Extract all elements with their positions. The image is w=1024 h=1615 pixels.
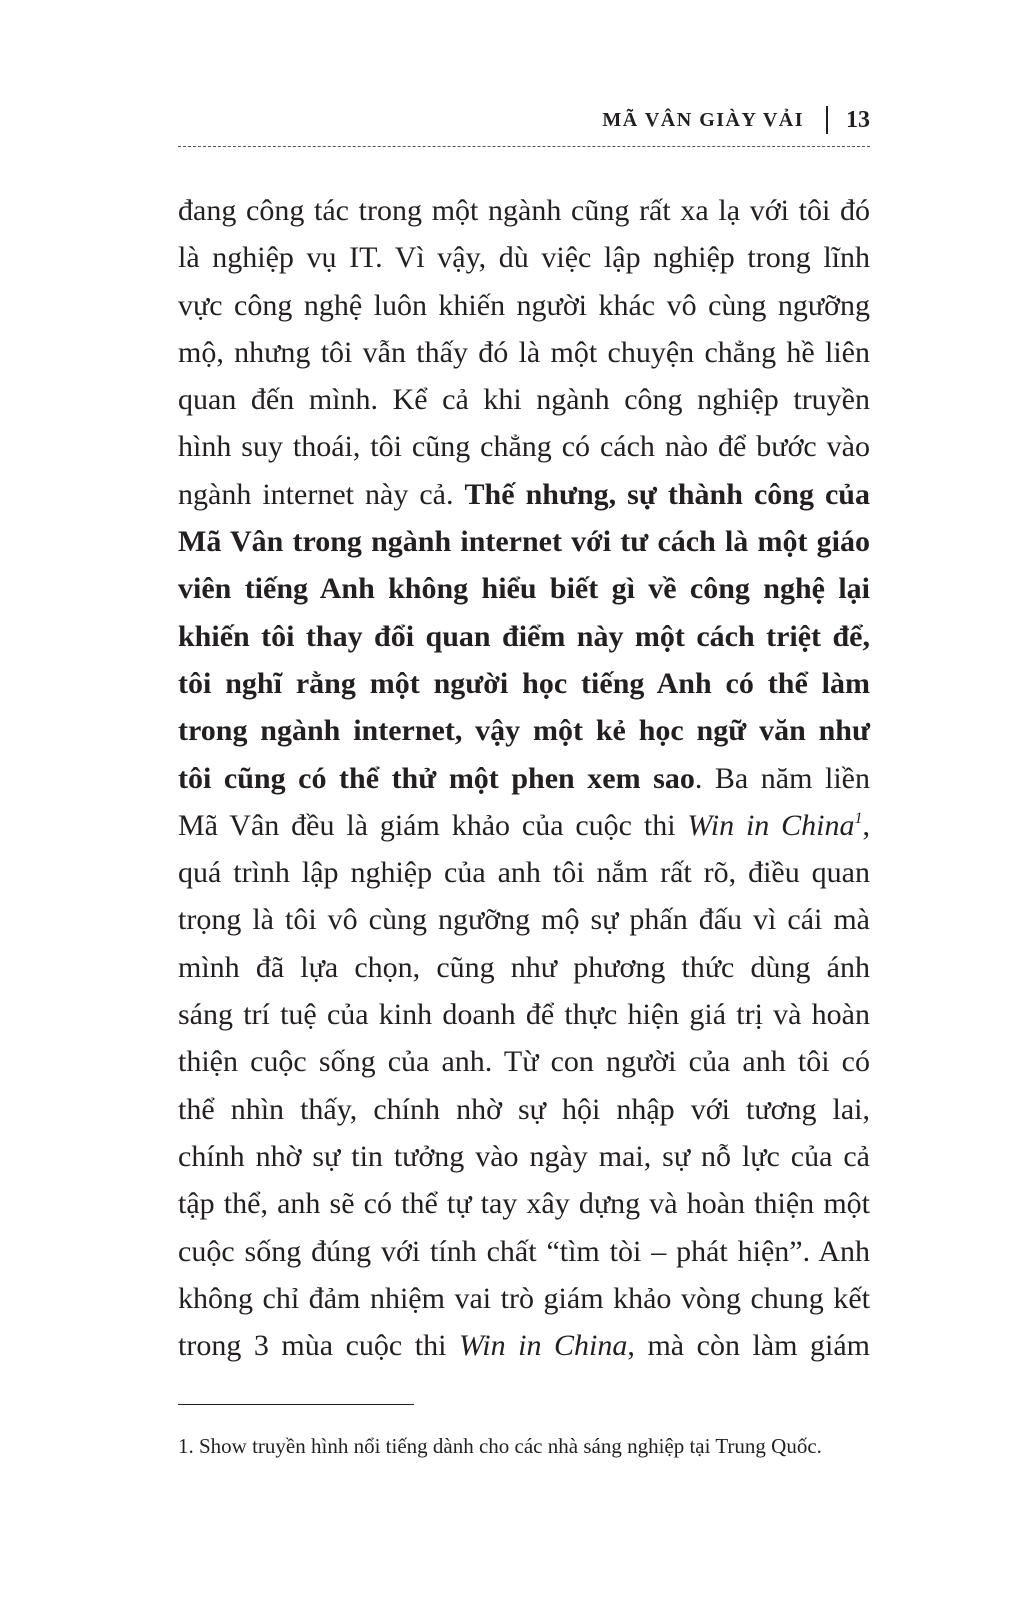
- italic-title: Win in China: [458, 1329, 628, 1363]
- italic-title: Win in China: [687, 808, 855, 842]
- text-run: trong 3 mùa cuộc thi: [178, 1329, 459, 1363]
- text-line: [178, 755, 870, 802]
- text-line: [178, 1322, 870, 1369]
- text-line: không chỉ đảm nhiệm vai trò giám khảo vòng chung kết: [178, 1281, 870, 1315]
- running-header: [178, 102, 870, 138]
- bold-text-line: trong ngành internet, vậy một kẻ học ngữ văn như: [178, 714, 870, 748]
- text-line: vực công nghệ luôn khiến người khác vô cùng ngưỡng: [178, 288, 870, 322]
- bold-text-line: tôi nghĩ rằng một người học tiếng Anh có thể làm: [178, 666, 870, 700]
- bold-text-line: Mã Vân trong ngành internet với tư cách là một giáo: [178, 525, 870, 559]
- text-line: [178, 471, 870, 518]
- page-number: 13: [846, 106, 870, 133]
- text-run: . Ba năm liền: [694, 761, 870, 795]
- text-line: thiện cuộc sống của anh. Từ con người của anh tôi có: [178, 1045, 870, 1079]
- header-dashed-rule: [178, 146, 870, 147]
- footnote: 1. Show truyền hình nổi tiếng dành cho các nhà sáng nghiệp tại Trung Quốc.: [178, 1434, 822, 1458]
- text-line: đang công tác trong một ngành cũng rất xa lạ với tôi đó: [178, 194, 870, 227]
- text-line: quá trình lập nghiệp của anh tôi nắm rất rõ, điều quan: [178, 856, 870, 890]
- text-run: ,: [862, 808, 870, 842]
- text-line: quan đến mình. Kể cả khi ngành công nghiệp truyền: [178, 383, 870, 417]
- running-title: MÃ VÂN GIÀY VẢI: [602, 108, 804, 131]
- bold-text-run: Thế nhưng, sự thành công của: [464, 477, 870, 511]
- text-line: mộ, nhưng tôi vẫn thấy đó là một chuyện chẳng hề liên: [178, 335, 870, 369]
- text-line: [178, 802, 870, 849]
- text-line: mình đã lựa chọn, cũng như phương thức dùng ánh: [178, 950, 870, 984]
- bold-text-line: viên tiếng Anh không hiểu biết gì về công nghệ lại: [178, 572, 870, 606]
- text-line: sáng trí tuệ của kinh doanh để thực hiện giá trị và hoàn: [178, 998, 870, 1032]
- text-line: chính nhờ sự tin tưởng vào ngày mai, sự nỗ lực của cả: [178, 1139, 870, 1173]
- footnote-marker[interactable]: 1: [854, 809, 863, 827]
- text-line: hình suy thoái, tôi cũng chẳng có cách nào để bước vào: [178, 430, 870, 464]
- text-run: , mà còn làm giám: [627, 1329, 870, 1363]
- text-run: ngành internet này cả.: [178, 477, 465, 511]
- text-line: tập thể, anh sẽ có thể tự tay xây dựng và hoàn thiện một: [178, 1187, 870, 1221]
- text-run: Mã Vân đều là giám khảo của cuộc thi: [178, 808, 688, 842]
- text-line: cuộc sống đúng với tính chất “tìm tòi – phát hiện”. Anh: [178, 1234, 870, 1268]
- bold-text-line: khiến tôi thay đổi quan điểm này một cách triệt để,: [178, 619, 870, 653]
- text-line: trọng là tôi vô cùng ngưỡng mộ sự phấn đấu vì cái mà: [178, 903, 870, 937]
- text-line: thể nhìn thấy, chính nhờ sự hội nhập với tương lai,: [178, 1092, 870, 1126]
- footnote-rule: [178, 1404, 414, 1405]
- body-paragraph: [178, 187, 870, 1369]
- header-separator: [826, 106, 828, 134]
- text-line: là nghiệp vụ IT. Vì vậy, dù việc lập nghiệp trong lĩnh: [178, 241, 870, 275]
- bold-text-run: tôi cũng có thể thử một phen xem sao: [178, 761, 695, 795]
